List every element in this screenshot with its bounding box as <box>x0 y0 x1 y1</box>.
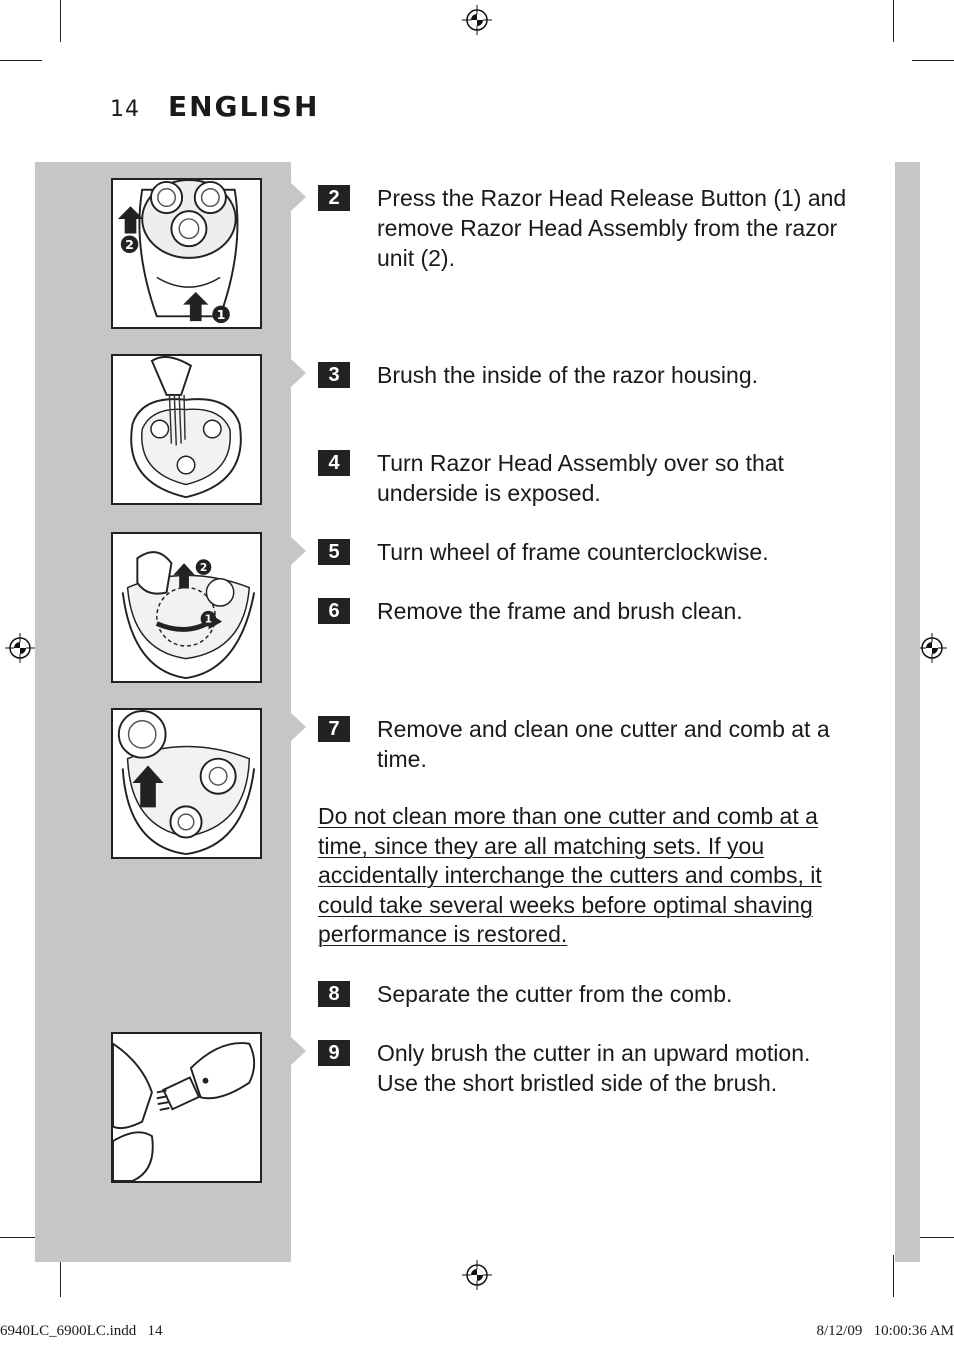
figure-brush-housing <box>111 354 262 505</box>
step-text: Remove the frame and brush clean. <box>377 598 743 624</box>
step-number-badge: 8 <box>318 981 350 1007</box>
page-number: 14 <box>110 97 140 122</box>
registration-mark-icon <box>5 633 35 663</box>
step-text: Turn Razor Head Assembly over so that underside is exposed. <box>377 450 784 506</box>
step-number-badge: 9 <box>318 1040 350 1066</box>
step-text: Turn wheel of frame counterclockwise. <box>377 539 769 565</box>
figure-remove-cutter <box>111 708 262 859</box>
svg-text:2: 2 <box>125 237 134 253</box>
pointer-notch <box>290 182 306 212</box>
step-text: Separate the cutter from the comb. <box>377 981 733 1007</box>
svg-text:1: 1 <box>204 612 213 626</box>
pointer-notch <box>290 536 306 566</box>
registration-mark-icon <box>462 5 492 35</box>
pointer-notch <box>290 712 306 742</box>
step-3 <box>318 360 847 390</box>
crop-mark <box>893 0 894 42</box>
pointer-notch <box>290 1036 306 1066</box>
warning-note: Do not clean more than one cutter and comb at a time, since they are all matching sets. If you accidentally interchange the cutters and combs, it could take several weeks before optimal shaving performance is restored. <box>318 803 822 947</box>
step-text: Press the Razor Head Release Button (1) and remove Razor Head Assembly from the razor unit (2). <box>377 185 847 271</box>
step-text: Brush the inside of the razor housing. <box>377 362 759 388</box>
registration-mark-icon <box>917 633 947 663</box>
footer-filename: 6940LC_6900LC.indd 14 <box>0 1323 163 1339</box>
crop-mark <box>893 1255 894 1297</box>
pointer-notch <box>290 358 306 388</box>
crop-mark <box>912 60 954 61</box>
step-6 <box>318 596 847 626</box>
svg-text:1: 1 <box>216 307 226 323</box>
step-7 <box>318 714 847 774</box>
footer-timestamp: 8/12/09 10:00:36 AM <box>816 1323 954 1339</box>
page-header <box>110 90 319 123</box>
step-text: Only brush the cutter in an upward motion. Use the short bristled side of the brush. <box>377 1040 811 1096</box>
step-number-badge: 6 <box>318 598 350 624</box>
step-text: Remove and clean one cutter and comb at a time. <box>377 716 830 772</box>
side-bar <box>895 162 920 1262</box>
step-number-badge: 4 <box>318 450 350 476</box>
crop-mark <box>0 60 42 61</box>
step-number-badge: 3 <box>318 362 350 388</box>
figure-brush-cutter <box>111 1032 262 1183</box>
step-2 <box>318 183 847 273</box>
step-number-badge: 2 <box>318 185 350 211</box>
svg-text:2: 2 <box>199 560 208 574</box>
crop-mark <box>60 0 61 42</box>
registration-mark-icon <box>462 1260 492 1290</box>
step-4 <box>318 448 847 508</box>
figure-turn-wheel <box>111 532 262 683</box>
figure-release-head <box>111 178 262 329</box>
step-5 <box>318 537 847 567</box>
step-number-badge: 7 <box>318 716 350 742</box>
step-number-badge: 5 <box>318 539 350 565</box>
step-8 <box>318 979 847 1009</box>
step-9 <box>318 1038 847 1098</box>
section-title: ENGLISH <box>168 90 320 123</box>
